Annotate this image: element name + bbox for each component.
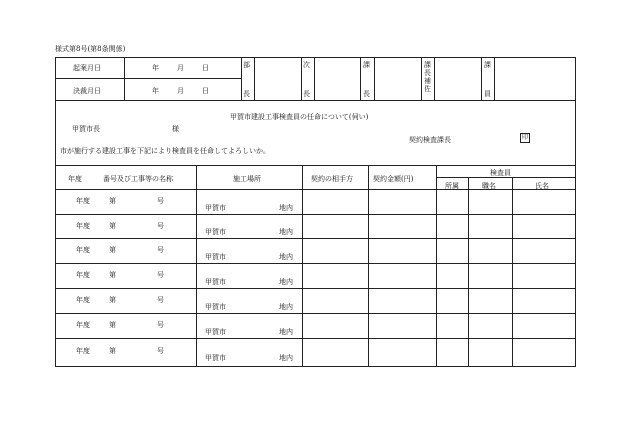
- decision-date-day: 日: [202, 87, 209, 95]
- header-contractor: 契約の相手方: [311, 175, 353, 183]
- row-year: 年度: [76, 222, 90, 230]
- header-amount: 契約金額(円): [373, 175, 414, 183]
- decision-date-year: 年: [152, 87, 159, 95]
- row-area: 地内: [279, 253, 293, 261]
- row-go: 号: [157, 296, 164, 304]
- header-affiliation: 所属: [445, 182, 459, 190]
- draft-date-day: 日: [202, 64, 209, 72]
- row-dai: 第: [109, 347, 116, 355]
- request-body: 市が施行する建設工事を下記により検査員を任命してよろしいか。: [60, 147, 270, 155]
- row-city: 甲賀市: [205, 278, 226, 286]
- row-dai: 第: [109, 271, 116, 279]
- row-area: 地内: [279, 328, 293, 336]
- row-go: 号: [157, 222, 164, 230]
- kachou-label-bottom: 長: [363, 90, 370, 98]
- header-year: 年度: [68, 175, 82, 183]
- row-city: 甲賀市: [205, 253, 226, 261]
- addressee: 甲賀市長: [72, 125, 100, 133]
- kachou-label-top: 課: [363, 61, 370, 69]
- draft-date-label: 起案月日: [73, 64, 101, 72]
- row-year: 年度: [76, 271, 90, 279]
- seal-mark: 印: [521, 134, 528, 141]
- header-post: 職名: [482, 182, 496, 190]
- row-city: 甲賀市: [205, 303, 226, 311]
- kachou-hosa-label-3: 補: [424, 77, 431, 85]
- form-label: 様式第8号(第8条関係): [55, 45, 126, 53]
- row-year: 年度: [76, 197, 90, 205]
- row-go: 号: [157, 321, 164, 329]
- kachou-hosa-label-2: 長: [424, 69, 431, 77]
- row-area: 地内: [279, 204, 293, 212]
- decision-date-month: 月: [177, 87, 184, 95]
- row-go: 号: [157, 271, 164, 279]
- row-dai: 第: [109, 197, 116, 205]
- row-city: 甲賀市: [205, 228, 226, 236]
- row-city: 甲賀市: [205, 328, 226, 336]
- sender: 契約検査課長: [409, 136, 451, 144]
- row-go: 号: [157, 246, 164, 254]
- header-number-name: 番号及び工事等の名称: [103, 175, 173, 183]
- draft-date-year: 年: [152, 64, 159, 72]
- row-year: 年度: [76, 347, 90, 355]
- kachou-hosa-label-1: 課: [424, 61, 431, 69]
- row-dai: 第: [109, 296, 116, 304]
- row-dai: 第: [109, 222, 116, 230]
- row-area: 地内: [279, 303, 293, 311]
- kain-label-top: 課: [484, 61, 491, 69]
- honorific: 様: [172, 125, 179, 133]
- buchou-label-bottom: 長: [243, 90, 250, 98]
- buchou-label-top: 部: [243, 61, 250, 69]
- row-area: 地内: [279, 354, 293, 362]
- jichou-label-bottom: 長: [303, 90, 310, 98]
- row-dai: 第: [109, 246, 116, 254]
- row-dai: 第: [109, 321, 116, 329]
- request-title: 甲賀市建設工事検査員の任命について(伺い): [230, 113, 369, 121]
- kachou-hosa-label-4: 佐: [424, 85, 431, 93]
- row-year: 年度: [76, 321, 90, 329]
- row-go: 号: [157, 347, 164, 355]
- decision-date-label: 決裁月日: [73, 87, 101, 95]
- row-year: 年度: [76, 246, 90, 254]
- kain-label-bottom: 員: [484, 90, 491, 98]
- header-name: 氏名: [535, 182, 549, 190]
- row-go: 号: [157, 197, 164, 205]
- row-city: 甲賀市: [205, 204, 226, 212]
- draft-date-month: 月: [177, 64, 184, 72]
- row-area: 地内: [279, 228, 293, 236]
- row-year: 年度: [76, 296, 90, 304]
- row-area: 地内: [279, 278, 293, 286]
- header-location: 施工場所: [233, 175, 261, 183]
- jichou-label-top: 次: [303, 61, 310, 69]
- header-inspector: 検査員: [490, 169, 511, 177]
- row-city: 甲賀市: [205, 354, 226, 362]
